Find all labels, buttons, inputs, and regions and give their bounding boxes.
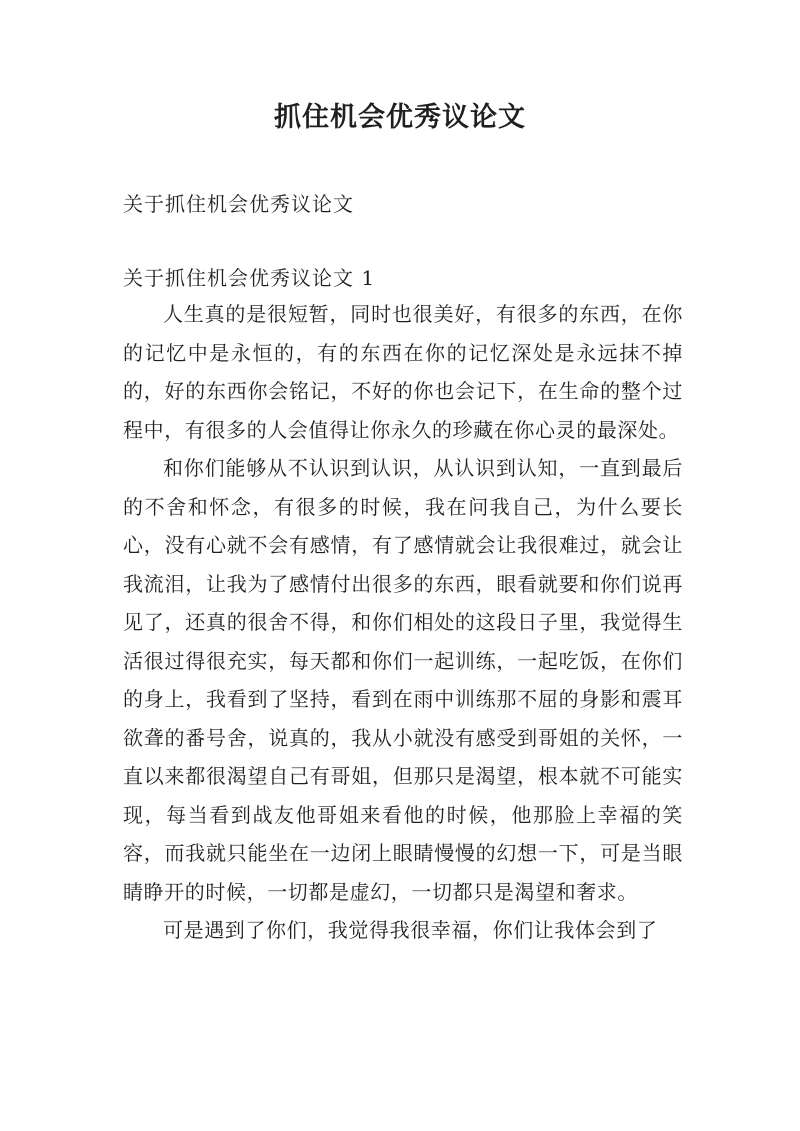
paragraph-1: 人生真的是很短暂，同时也很美好，有很多的东西，在你的记忆中是永恒的，有的东西在你的记忆深处是永远抹不掉的，好的东西你会铭记，不好的你也会记下，在生命的整个过程中，有很多的人会值得让你永久的珍藏在你心灵的最深处。: [123, 302, 683, 442]
document-subtitle: 关于抓住机会优秀议论文: [123, 192, 354, 216]
section-heading: 关于抓住机会优秀议论文 1: [123, 266, 376, 290]
document-title: 抓住机会优秀议论文: [274, 102, 526, 133]
document-body: [123, 261, 683, 950]
paragraph-3: 可是遇到了你们，我觉得我很幸福，你们让我体会到了: [163, 918, 658, 942]
paragraph-2: 和你们能够从不认识到认识，从认识到认知，一直到最后的不舍和怀念，有很多的时候，我在问我自己，为什么要长心，没有心就不会有感情，有了感情就会让我很难过，就会让我流泪，让我为了感情付出很多的东西，眼看就要和你们说再见了，还真的很舍不得，和你们相处的这段日子里，我觉得生活很过得很充实，每天都和你们一起训练，一起吃饭，在你们的身上，我看到了坚持，看到在雨中训练那不屈的身影和震耳欲聋的番号舍，说真的，我从小就没有感受到哥姐的关怀，一直以来都很渴望自己有哥姐，但那只是渴望，根本就不可能实现，每当看到战友他哥姐来看他的时候，他那脸上幸福的笑容，而我就只能坐在一边闭上眼睛慢慢的幻想一下，可是当眼睛睁开的时候，一切都是虚幻，一切都只是渴望和奢求。: [123, 456, 683, 904]
